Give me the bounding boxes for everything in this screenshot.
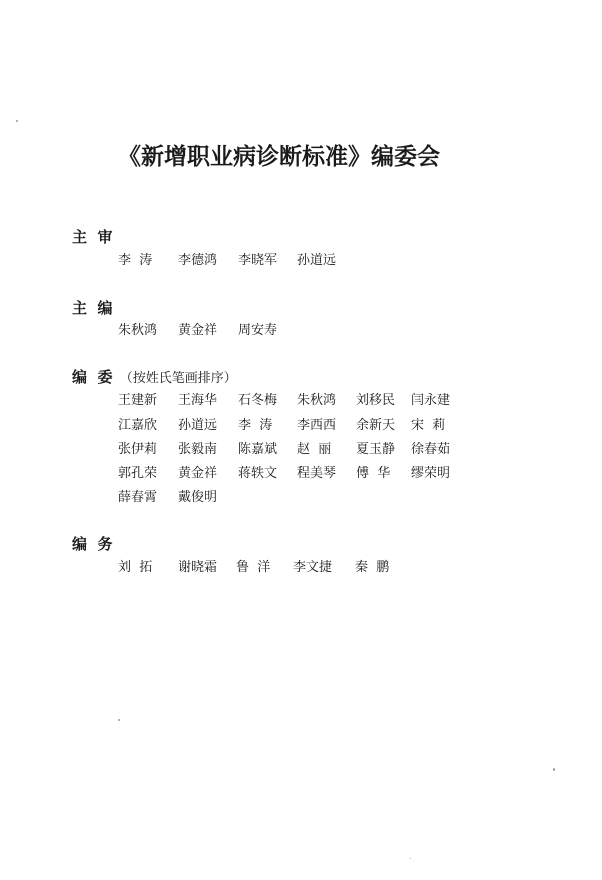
name: 鲁 洋: [236, 560, 271, 575]
name: 刘 拓: [118, 560, 153, 575]
name: 王海华: [178, 393, 218, 408]
scan-speck: [118, 719, 120, 721]
name: 陈嘉斌: [238, 442, 278, 457]
name: 傅 华: [356, 466, 391, 481]
name: 刘移民: [356, 393, 396, 408]
name: 张毅南: [178, 442, 218, 457]
name: 孙道远: [297, 253, 337, 268]
name: 宋 莉: [411, 418, 446, 433]
name: 李晓军: [238, 253, 278, 268]
name: 赵 丽: [297, 442, 332, 457]
name: 秦 鹏: [355, 560, 390, 575]
name: 孙道远: [178, 418, 218, 433]
name: 朱秋鸿: [297, 393, 337, 408]
name: 李西西: [297, 418, 337, 433]
name: 黄金祥: [178, 323, 218, 338]
name: 薛春霄: [118, 490, 158, 505]
name: 蒋轶文: [238, 466, 278, 481]
name: 李文捷: [293, 560, 333, 575]
scan-speck: [553, 768, 555, 771]
name: 张伊莉: [118, 442, 158, 457]
page-title: 《新增职业病诊断标准》编委会: [118, 143, 440, 170]
name: 余新天: [356, 418, 396, 433]
scan-speck: [16, 120, 18, 122]
section-heading-chief-review: [72, 226, 112, 247]
section-heading-chief-editor: [72, 297, 112, 318]
name: 石冬梅: [238, 393, 278, 408]
chief-review-label: 主 审: [72, 228, 113, 246]
name: 闫永建: [411, 393, 451, 408]
name: 王建新: [118, 393, 158, 408]
scan-speck: [410, 858, 411, 859]
name: 谢晓霜: [178, 560, 218, 575]
name: 夏玉静: [356, 442, 396, 457]
name: 戴俊明: [178, 490, 218, 505]
name: 程美琴: [297, 466, 337, 481]
name: 缪荣明: [411, 466, 451, 481]
chief-editor-label: 主 编: [72, 299, 113, 317]
name: 李 涛: [238, 418, 273, 433]
name: 徐春茹: [411, 442, 451, 457]
name: 李 涛: [118, 253, 153, 268]
committee-sort-note: （按姓氏笔画排序）: [119, 371, 237, 386]
name: 朱秋鸿: [118, 323, 158, 338]
name: 郭孔荣: [118, 466, 158, 481]
name: 江嘉欣: [118, 418, 158, 433]
name: 李德鸿: [178, 253, 218, 268]
affairs-label: 编 务: [72, 535, 113, 553]
name: 周安寿: [238, 323, 278, 338]
section-heading-affairs: [72, 533, 112, 554]
committee-label: 编 委: [72, 368, 113, 386]
section-heading-committee: [72, 366, 237, 387]
name: 黄金祥: [178, 466, 218, 481]
